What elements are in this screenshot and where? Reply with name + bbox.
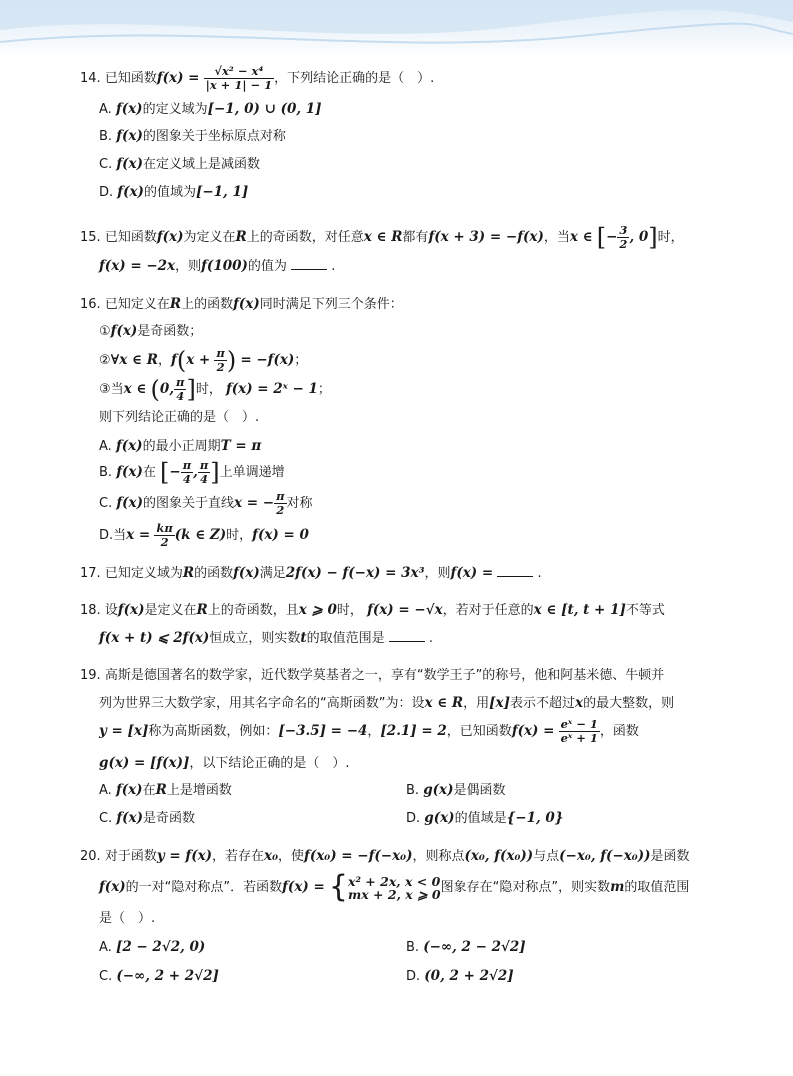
- q19-option-a[interactable]: A. f(x)在R上是增函数: [99, 782, 232, 798]
- q19-line-1: 19. 高斯是德国著名的数学家，近代数学莫基者之一，享有“数学王子”的称号，他和阿基米德、牛顿并: [80, 668, 665, 683]
- q20-option-b[interactable]: B. (−∞, 2 − 2√2]: [406, 939, 526, 955]
- system-brace: {: [328, 869, 349, 905]
- q14-fraction: $\frac{\text{√x² − x⁴}}{|x + 1| - 1}$: [205, 64, 273, 92]
- q14-stem: 14. 已知函数f(x) = $\frac{\text{√x² − x⁴}}{|x + 1| - 1}$ ，下列结论正确的是（ ）.: [80, 64, 435, 92]
- q14-option-b[interactable]: B. f(x)的图象关于坐标原点对称: [99, 128, 286, 144]
- q17: 17. 已知定义域为R的函数f(x)满足2f(x) − f(−x) = 3x³，则f(x) = .: [80, 565, 542, 581]
- q19-line-4: g(x) = [f(x)]，以下结论正确的是（ ）.: [99, 755, 350, 771]
- answer-blank[interactable]: [497, 564, 533, 577]
- q19-option-d[interactable]: D. g(x)的值域是{−1, 0}: [406, 810, 564, 826]
- q20-option-c[interactable]: C. (−∞, 2 + 2√2]: [99, 968, 219, 984]
- piecewise-system: x² + 2x, x < 0 mx + 2, x ⩾ 0: [348, 873, 441, 902]
- q20-line-2: f(x)的一对“隐对称点”．若函数f(x) = { x² + 2x, x < 0 mx + 2, x ⩾ 0 图象存在“隐对称点”，则实数m的取值范围: [99, 869, 690, 905]
- q16-condition-3: ③当x ∈ (0, $\frac{\pi}{4}$ ]时， f(x) = 2ˣ − 1；: [99, 375, 331, 404]
- q16-stem: 16. 已知定义在R上的函数f(x)同时满足下列三个条件：: [80, 296, 403, 312]
- q19-line-3: y = [x]称为高斯函数，例如：[−3.5] = −4，[2.1] = 2，已知函数f(x) = $\frac{\text{eˣ − 1}}{\text{eˣ + 1}}$ ，函数: [99, 717, 639, 745]
- q16-condition-1: ①f(x)是奇函数；: [99, 323, 203, 339]
- q18-line-2: f(x + t) ⩽ 2f(x)恒成立，则实数t的取值范围是 .: [99, 630, 434, 646]
- q14-option-d[interactable]: D. f(x)的值域为[−1, 1]: [99, 184, 249, 200]
- q18-line-1: 18. 设f(x)是定义在R上的奇函数，且x ⩾ 0时， f(x) = −√x，若对于任意的x ∈ [t, t + 1]不等式: [80, 602, 665, 618]
- q19-line-2: 列为世界三大数学家，用其名字命名的“高斯函数”为：设x ∈ R，用[x]表示不超过x的最大整数，则: [99, 695, 675, 711]
- q16-option-a[interactable]: A. f(x)的最小正周期T = π: [99, 438, 262, 454]
- q14-option-a[interactable]: A. f(x)的定义域为[−1, 0) ∪ (0, 1]: [99, 101, 322, 117]
- q16-option-c[interactable]: C. f(x)的图象关于直线x = − $\frac{\pi}{2}$ 对称: [99, 489, 313, 517]
- q15-line-1: 15. 已知函数f(x)为定义在R上的奇函数，对任意x ∈ R都有f(x + 3) = −f(x)，当x ∈ [− $\frac{3}{2}$ , 0]时，: [80, 223, 684, 252]
- q14-option-c[interactable]: C. f(x)在定义域上是减函数: [99, 156, 261, 172]
- q20-line-1: 20. 对于函数y = f(x)，若存在x₀，使f(x₀) = −f(−x₀)，则称点(x₀, f(x₀))与点(−x₀, f(−x₀))是函数: [80, 848, 690, 864]
- q20-line-3: 是（ ）.: [99, 911, 156, 926]
- q20-option-d[interactable]: D. (0, 2 + 2√2]: [406, 968, 514, 984]
- q20-option-a[interactable]: A. [2 − 2√2, 0): [99, 939, 206, 955]
- q16-condition-2: ②∀x ∈ R，f(x + $\frac{\pi}{2}$ ) = −f(x)；: [99, 346, 308, 375]
- q16-question: 则下列结论正确的是（ ）.: [99, 410, 260, 425]
- q19-option-c[interactable]: C. f(x)是奇函数: [99, 810, 196, 826]
- q19-option-b[interactable]: B. g(x)是偶函数: [406, 782, 506, 798]
- q16-option-b[interactable]: B. f(x)在 [− $\frac{\pi}{4}$ , $\frac{\pi}{4}$ ]上单调递增: [99, 458, 285, 487]
- q16-option-d[interactable]: D.当x = $\frac{k\pi}{2}$ (k ∈ Z)时，f(x) = 0: [99, 521, 309, 549]
- q15-line-2: f(x) = −2x，则f(100)的值为 .: [99, 258, 336, 274]
- answer-blank[interactable]: [389, 629, 425, 642]
- answer-blank[interactable]: [291, 257, 327, 270]
